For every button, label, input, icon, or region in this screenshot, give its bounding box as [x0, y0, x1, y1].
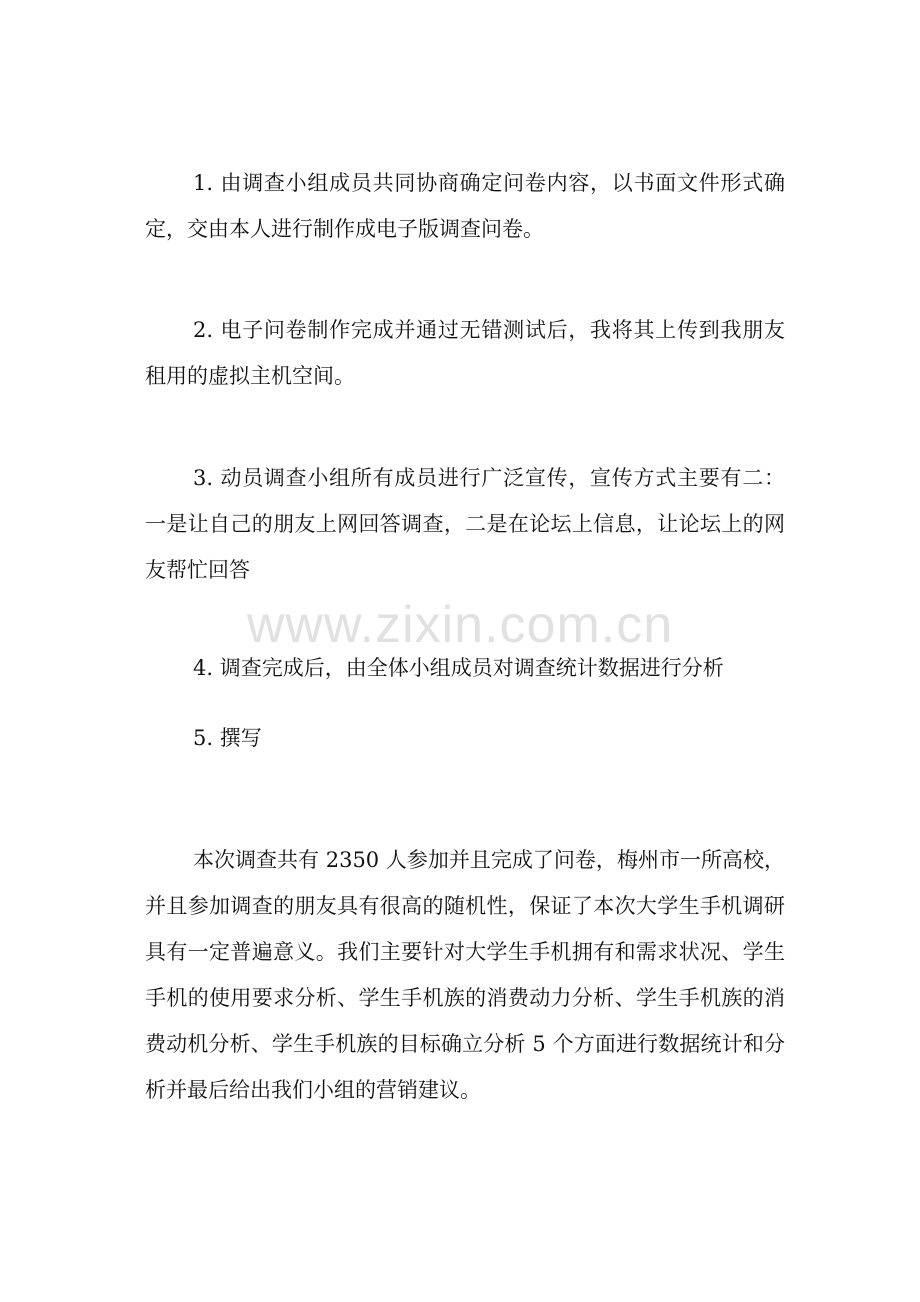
paragraph-step-2: 2. 电子问卷制作完成并通过无错测试后，我将其上传到我朋友租用的虚拟主机空间。: [145, 318, 785, 388]
paragraph-step-1: 1. 由调查小组成员共同协商确定问卷内容，以书面文件形式确定，交由本人进行制作成电子版调查问卷。: [145, 171, 785, 241]
paragraph-summary: 本次调查共有 2350 人参加并且完成了问卷，梅州市一所高校，并且参加调查的朋友具有很高的随机性，保证了本次大学生手机调研具有一定普遍意义。我们主要针对大学生手机拥有和需求状况、学生手机的使用要求分析、学生手机族的消费动力分析、学生手机族的消费动机分析、学生手机族的目标确立分析 5 个方面进行数据统计和分析并最后给出我们小组的营销建议。: [145, 848, 785, 1102]
paragraph-step-4: 4. 调查完成后，由全体小组成员对调查统计数据进行分析: [193, 656, 724, 680]
watermark-text: www.zixin.com.cn: [246, 596, 674, 654]
paragraph-step-5: 5. 撰写: [193, 726, 262, 750]
paragraph-step-3: 3. 动员调查小组所有成员进行广泛宣传，宣传方式主要有二：一是让自己的朋友上网回答调查，二是在论坛上信息，让论坛上的网友帮忙回答: [145, 466, 785, 582]
